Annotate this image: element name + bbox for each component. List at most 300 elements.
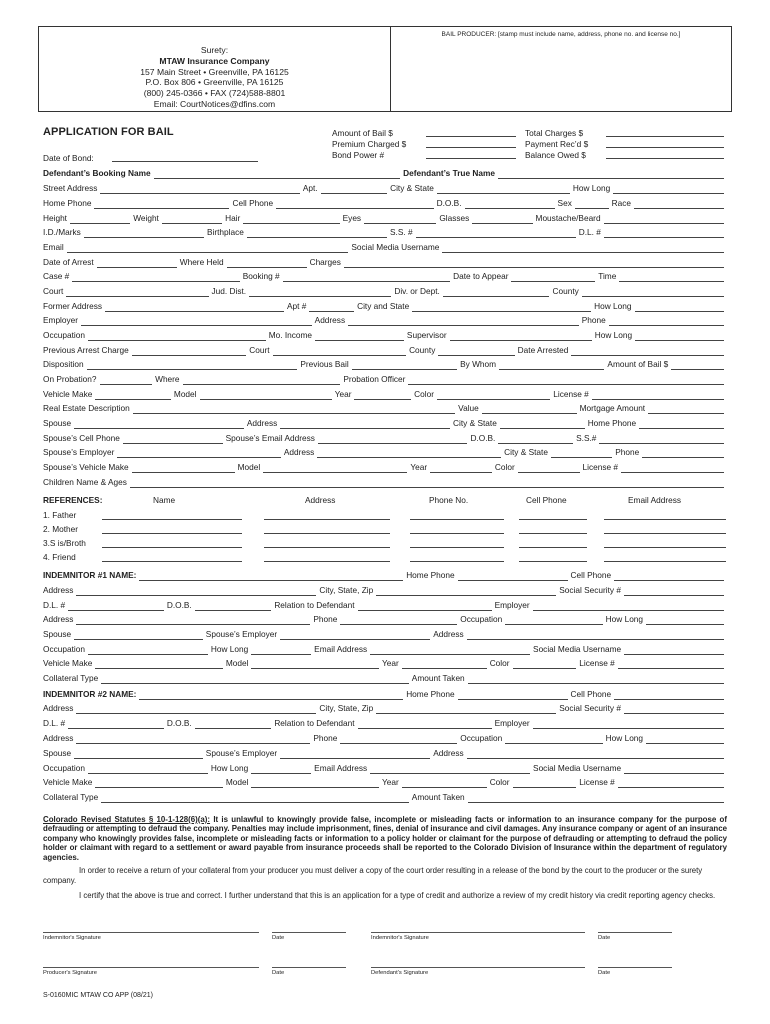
reference-label: 2. Mother [43, 524, 79, 534]
field-label: Address [283, 447, 315, 457]
field-label: How Long [210, 763, 249, 773]
field-input-line[interactable] [358, 719, 492, 729]
field-input-line[interactable] [619, 272, 724, 282]
field-input-line[interactable] [183, 375, 341, 385]
field-input-line[interactable] [533, 719, 724, 729]
field-input-line[interactable] [76, 734, 310, 744]
field-input-line[interactable] [139, 571, 403, 581]
field-input-line[interactable] [551, 448, 612, 458]
field-label: City, State, Zip [319, 585, 374, 595]
form-field [319, 702, 559, 714]
form-field [314, 762, 533, 774]
field-input-line[interactable] [614, 690, 724, 700]
form-field [583, 461, 728, 473]
form-row [43, 628, 727, 640]
premium-charged-label: Premium Charged $ [332, 139, 407, 149]
field-input-line[interactable] [592, 390, 724, 400]
field-input-line[interactable] [354, 390, 411, 400]
bond-power-label: Bond Power # [332, 150, 385, 160]
form-row [43, 762, 727, 774]
field-input-line[interactable] [321, 184, 387, 194]
field-input-line[interactable] [472, 214, 532, 224]
field-input-line[interactable] [251, 764, 311, 774]
form-field [573, 182, 727, 194]
field-input-line[interactable] [609, 316, 724, 326]
field-input-line[interactable] [438, 346, 514, 356]
field-input-line[interactable] [74, 419, 244, 429]
field-input-line[interactable] [465, 199, 555, 209]
field-input-line[interactable] [437, 184, 570, 194]
field-label: Collateral Type [43, 792, 99, 802]
field-input-line[interactable] [94, 199, 229, 209]
form-row [43, 270, 727, 282]
form-field [460, 613, 605, 625]
form-field [571, 688, 727, 700]
field-label: Color [494, 462, 515, 472]
form-field [433, 628, 727, 640]
field-label: Glasses [439, 213, 470, 223]
field-input-line[interactable] [195, 719, 272, 729]
field-input-line[interactable] [70, 214, 130, 224]
field-input-line[interactable] [500, 419, 585, 429]
field-input-line[interactable] [227, 258, 307, 268]
field-input-line[interactable] [648, 404, 724, 414]
field-input-line[interactable] [81, 316, 312, 326]
field-input-line[interactable] [195, 601, 272, 611]
bail-producer-label: BAIL PRODUCER: [stamp must include name, address, phone no. and license no.] [441, 31, 681, 38]
field-label: Vehicle Make [43, 389, 93, 399]
bond-power-field[interactable] [426, 158, 516, 159]
field-input-line[interactable] [376, 586, 556, 596]
field-input-line[interactable] [200, 390, 332, 400]
form-field [351, 241, 727, 253]
field-input-line[interactable] [243, 214, 339, 224]
field-label: Relation to Defendant [274, 718, 355, 728]
form-field [232, 197, 436, 209]
field-input-line[interactable] [87, 360, 298, 370]
reference-field[interactable] [264, 547, 390, 548]
field-input-line[interactable] [88, 645, 208, 655]
reference-field[interactable] [102, 547, 242, 548]
amount-of-bail-field[interactable] [426, 136, 516, 137]
field-input-line[interactable] [467, 749, 724, 759]
form-field [571, 569, 727, 581]
field-input-line[interactable] [318, 434, 468, 444]
field-label: Email [43, 242, 64, 252]
reference-field[interactable] [264, 533, 390, 534]
field-label: D.L. # [578, 227, 601, 237]
field-label: I.D./Marks [43, 227, 81, 237]
form-field [433, 747, 727, 759]
field-input-line[interactable] [430, 463, 492, 473]
surety-phone: (800) 245-0366 • FAX (724)588-8801 [143, 88, 286, 99]
defendant-signature-line[interactable] [371, 967, 585, 968]
field-input-line[interactable] [458, 690, 568, 700]
form-field [406, 688, 570, 700]
field-input-line[interactable] [634, 199, 724, 209]
field-input-line[interactable] [437, 390, 550, 400]
field-input-line[interactable] [614, 571, 724, 581]
field-input-line[interactable] [132, 346, 246, 356]
form-field [43, 212, 133, 224]
field-label: Address [43, 585, 74, 595]
field-label: Amount of Bail $ [607, 359, 669, 369]
field-input-line[interactable] [624, 704, 724, 714]
field-input-line[interactable] [100, 375, 153, 385]
field-input-line[interactable] [618, 778, 724, 788]
form-field [490, 657, 580, 669]
field-input-line[interactable] [280, 630, 430, 640]
field-input-line[interactable] [621, 463, 724, 473]
form-field [335, 388, 414, 400]
field-input-line[interactable] [635, 331, 724, 341]
form-field [43, 688, 406, 700]
field-input-line[interactable] [376, 704, 556, 714]
field-input-line[interactable] [402, 778, 487, 788]
field-label: Supervisor [406, 330, 447, 340]
form-field [43, 167, 403, 179]
field-label: Employer [494, 718, 530, 728]
field-input-line[interactable] [315, 331, 404, 341]
field-input-line[interactable] [498, 169, 724, 179]
header-divider [390, 27, 391, 111]
reference-field[interactable] [410, 547, 504, 548]
field-label: Height [43, 213, 67, 223]
indemnitor-signature-line-2[interactable] [371, 932, 585, 933]
field-input-line[interactable] [624, 764, 724, 774]
form-field [533, 643, 727, 655]
form-field [43, 446, 284, 458]
form-field [552, 285, 727, 297]
reference-field[interactable] [519, 533, 587, 534]
field-input-line[interactable] [101, 674, 409, 684]
date-line-3[interactable] [272, 967, 346, 968]
field-input-line[interactable] [309, 302, 354, 312]
field-input-line[interactable] [105, 302, 284, 312]
field-input-line[interactable] [84, 228, 204, 238]
form-field [43, 241, 351, 253]
form-field [606, 732, 727, 744]
form-field [606, 613, 727, 625]
field-input-line[interactable] [635, 302, 724, 312]
date-line-1[interactable] [272, 932, 346, 933]
field-label: Previous Arrest Charge [43, 345, 129, 355]
field-input-line[interactable] [340, 734, 457, 744]
field-label: Where [155, 374, 180, 384]
reference-field[interactable] [604, 533, 726, 534]
field-input-line[interactable] [505, 734, 602, 744]
surety-email: Email: CourtNotices@dfins.com [153, 98, 276, 109]
field-input-line[interactable] [74, 630, 203, 640]
form-field [579, 776, 727, 788]
field-input-line[interactable] [317, 448, 501, 458]
field-input-line[interactable] [618, 659, 724, 669]
field-label: Defendant’s True Name [403, 168, 496, 178]
form-row [43, 212, 727, 224]
field-input-line[interactable] [518, 463, 580, 473]
field-input-line[interactable] [280, 419, 450, 429]
date-label-2: Date [598, 935, 611, 941]
field-input-line[interactable] [604, 214, 724, 224]
field-label: County [552, 286, 579, 296]
field-label: Color [414, 389, 434, 399]
field-label: Sex [557, 198, 572, 208]
field-label: Children Name & Ages [43, 477, 127, 487]
field-label: How Long [572, 183, 611, 193]
field-input-line[interactable] [450, 331, 592, 341]
form-field [313, 732, 460, 744]
form-field [226, 776, 382, 788]
field-input-line[interactable] [263, 463, 407, 473]
form-field [155, 373, 343, 385]
field-input-line[interactable] [499, 360, 604, 370]
field-label: How Long [210, 644, 249, 654]
field-input-line[interactable] [624, 586, 724, 596]
field-input-line[interactable] [624, 645, 724, 655]
statute-title: Colorado Revised Statutes § 10-1-128(6)(a): [43, 815, 211, 824]
field-input-line[interactable] [468, 674, 724, 684]
producer-signature-line[interactable] [43, 967, 259, 968]
form-field [559, 702, 727, 714]
form-row [43, 285, 727, 297]
form-field [460, 358, 607, 370]
field-input-line[interactable] [88, 331, 266, 341]
field-input-line[interactable] [130, 478, 724, 488]
field-input-line[interactable] [412, 302, 591, 312]
field-input-line[interactable] [251, 659, 378, 669]
field-input-line[interactable] [505, 615, 602, 625]
field-input-line[interactable] [416, 228, 576, 238]
field-input-line[interactable] [352, 360, 457, 370]
field-label: Model [225, 777, 249, 787]
form-row [43, 672, 727, 684]
reference-field[interactable] [102, 561, 242, 562]
field-label: Social Security # [559, 585, 621, 595]
form-field [226, 657, 382, 669]
form-field [133, 212, 225, 224]
field-input-line[interactable] [575, 199, 609, 209]
form-field [226, 432, 471, 444]
reference-field[interactable] [264, 519, 390, 520]
field-input-line[interactable] [358, 601, 492, 611]
field-input-line[interactable] [117, 448, 280, 458]
field-input-line[interactable] [132, 463, 235, 473]
field-input-line[interactable] [340, 615, 457, 625]
date-line-4[interactable] [598, 967, 672, 968]
field-input-line[interactable] [67, 243, 349, 253]
field-label: Email Address [314, 644, 368, 654]
total-charges-field[interactable] [606, 136, 724, 137]
reference-field[interactable] [604, 519, 726, 520]
field-input-line[interactable] [133, 404, 455, 414]
surety-address2: P.O. Box 806 • Greenville, PA 16125 [145, 77, 284, 88]
form-field [580, 402, 727, 414]
reference-field[interactable] [410, 533, 504, 534]
form-row [43, 791, 727, 803]
field-input-line[interactable] [344, 258, 724, 268]
field-input-line[interactable] [571, 346, 724, 356]
field-label: Home Phone [587, 418, 637, 428]
surety-name: MTAW Insurance Company [159, 55, 270, 66]
field-input-line[interactable] [249, 287, 391, 297]
date-line-2[interactable] [598, 932, 672, 933]
reference-field[interactable] [519, 547, 587, 548]
field-input-line[interactable] [123, 434, 223, 444]
field-input-line[interactable] [442, 243, 724, 253]
premium-charged-field[interactable] [426, 147, 516, 148]
field-input-line[interactable] [348, 316, 579, 326]
reference-field[interactable] [102, 519, 242, 520]
ref-col-address: Address [305, 495, 336, 505]
field-input-line[interactable] [364, 214, 436, 224]
form-row [43, 747, 727, 759]
field-label: Occupation [43, 330, 85, 340]
field-label: D.O.B. [470, 433, 496, 443]
form-field [180, 256, 310, 268]
field-input-line[interactable] [247, 228, 387, 238]
field-input-line[interactable] [642, 448, 724, 458]
form-field [43, 613, 313, 625]
field-input-line[interactable] [88, 764, 208, 774]
field-input-line[interactable] [95, 778, 222, 788]
field-input-line[interactable] [498, 434, 573, 444]
field-input-line[interactable] [511, 272, 595, 282]
reference-field[interactable] [410, 519, 504, 520]
field-input-line[interactable] [283, 272, 450, 282]
field-input-line[interactable] [370, 645, 530, 655]
form-field [43, 672, 412, 684]
date-of-bond-field[interactable] [112, 161, 258, 162]
field-input-line[interactable] [74, 749, 203, 759]
reference-field[interactable] [519, 519, 587, 520]
field-label: Mortgage Amount [579, 403, 646, 413]
form-field [247, 417, 453, 429]
field-label: Spouse’s Employer [205, 629, 278, 639]
field-input-line[interactable] [582, 287, 724, 297]
field-label: Address [246, 418, 278, 428]
field-label: License # [582, 462, 619, 472]
field-input-line[interactable] [599, 434, 724, 444]
field-input-line[interactable] [533, 601, 724, 611]
reference-field[interactable] [410, 561, 504, 562]
form-field [439, 212, 535, 224]
field-input-line[interactable] [251, 778, 378, 788]
field-input-line[interactable] [458, 571, 568, 581]
balance-owed-field[interactable] [606, 158, 724, 159]
field-input-line[interactable] [76, 615, 310, 625]
field-input-line[interactable] [97, 258, 177, 268]
field-label: Phone [581, 315, 606, 325]
field-input-line[interactable] [154, 169, 401, 179]
field-input-line[interactable] [604, 228, 724, 238]
field-label: Email Address [314, 763, 368, 773]
field-input-line[interactable] [468, 793, 724, 803]
field-input-line[interactable] [251, 645, 311, 655]
field-label: Occupation [460, 733, 503, 743]
field-input-line[interactable] [66, 287, 208, 297]
field-input-line[interactable] [280, 749, 430, 759]
field-label: Spouse’s Cell Phone [43, 433, 120, 443]
reference-field[interactable] [519, 561, 587, 562]
field-input-line[interactable] [76, 586, 316, 596]
field-input-line[interactable] [101, 793, 409, 803]
field-input-line[interactable] [671, 360, 724, 370]
field-input-line[interactable] [646, 615, 724, 625]
field-input-line[interactable] [95, 390, 171, 400]
field-label: Time [598, 271, 617, 281]
field-label: Former Address [43, 301, 103, 311]
form-row [43, 584, 727, 596]
form-field [437, 197, 558, 209]
form-field [43, 628, 206, 640]
field-input-line[interactable] [273, 346, 407, 356]
field-input-line[interactable] [370, 764, 530, 774]
form-field [238, 461, 411, 473]
field-input-line[interactable] [402, 659, 487, 669]
reference-label: 1. Father [43, 510, 77, 520]
form-row [43, 226, 727, 238]
reference-field[interactable] [264, 561, 390, 562]
field-input-line[interactable] [95, 659, 222, 669]
field-input-line[interactable] [613, 184, 724, 194]
field-label: Defendant’s Booking Name [43, 168, 151, 178]
form-field [211, 762, 314, 774]
form-row [43, 300, 727, 312]
indemnitor-signature-line-1[interactable] [43, 932, 259, 933]
field-input-line[interactable] [482, 404, 577, 414]
field-input-line[interactable] [513, 659, 577, 669]
field-label: Spouse’s Employer [205, 748, 278, 758]
date-label-1: Date [272, 935, 285, 941]
form-field [300, 358, 460, 370]
field-input-line[interactable] [639, 419, 724, 429]
field-input-line[interactable] [72, 272, 239, 282]
field-input-line[interactable] [513, 778, 577, 788]
ref-col-name: Name [153, 495, 176, 505]
field-input-line[interactable] [162, 214, 222, 224]
field-input-line[interactable] [408, 375, 724, 385]
form-field [559, 584, 727, 596]
reference-field[interactable] [102, 533, 242, 534]
field-input-line[interactable] [467, 630, 724, 640]
form-field [167, 599, 274, 611]
field-input-line[interactable] [68, 719, 164, 729]
field-label: Color [489, 658, 510, 668]
reference-field[interactable] [604, 561, 726, 562]
form-row [43, 373, 727, 385]
field-label: Booking # [242, 271, 280, 281]
field-label: Weight [133, 213, 159, 223]
reference-field[interactable] [604, 547, 726, 548]
field-input-line[interactable] [646, 734, 724, 744]
field-input-line[interactable] [76, 704, 316, 714]
field-input-line[interactable] [276, 199, 434, 209]
form-field [314, 643, 533, 655]
field-input-line[interactable] [100, 184, 299, 194]
field-input-line[interactable] [68, 601, 164, 611]
payment-recd-field[interactable] [606, 147, 724, 148]
field-input-line[interactable] [139, 690, 403, 700]
field-input-line[interactable] [443, 287, 550, 297]
form-field [167, 717, 274, 729]
field-label: Address [43, 614, 74, 624]
form-field [284, 446, 504, 458]
form-field [595, 329, 727, 341]
form-field [382, 657, 490, 669]
field-label: Phone [313, 614, 338, 624]
form-field [495, 717, 727, 729]
field-label: How Long [594, 301, 632, 311]
